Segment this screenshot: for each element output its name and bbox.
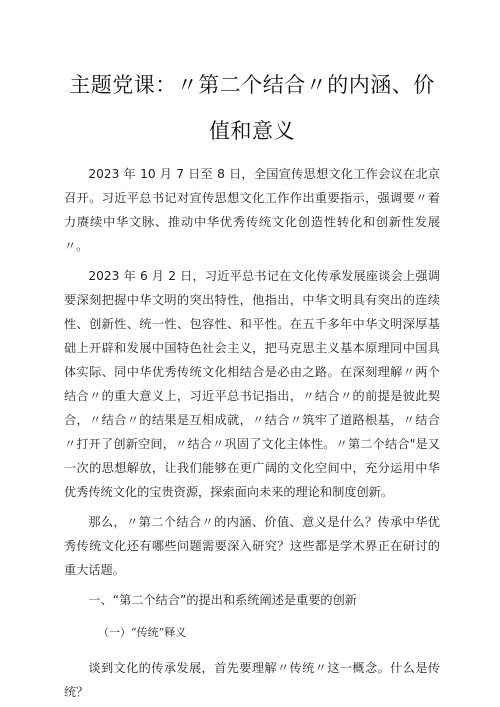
section-heading-1: 一、“第二个结合”的提出和系统阐述是重要的创新 bbox=[88, 593, 357, 607]
title-line-2: 值和意义 bbox=[209, 119, 295, 143]
paragraph-conference: 2023 年 10 月 7 日至 8 日，全国宣传思想文化工作会议在北京召开。习近平总书记对宣传思想文化工作作出重要指示，强调要〃着力赓续中华文脉、推动中华优秀传统文化创造性转化和创新性发展〃。 bbox=[64, 167, 440, 253]
subsection-heading-1: （一）“传统”释义 bbox=[98, 626, 187, 639]
paragraph-symposium: 2023 年 6 月 2 日，习近平总书记在文化传承发展座谈会上强调要深刻把握中华文明的突出特性，他指出，中华文明具有突出的连续性、创新性、统一性、包容性、和平性。在五千多年中华文明深厚基础上开辟和发展中国特色社会主义，把马克思主义基本原理同中国具体实际、同中华优秀传统文化相结合是必由之路。在深刻理解〃两个结合〃的重大意义上，习近平总书记指出，〃结合〃的前提是彼此契合，〃结合〃的结果是互相成就，〃结合〃筑牢了道路根基，〃结合〃打开了创新空间，〃结合〃巩固了文化主体性。〃第二个结合"是又一次的思想解放，让我们能够在更广阔的文化空间中，充分运用中华优秀传统文化的宝贵资源，探索面向未来的理论和制度创新。 bbox=[64, 269, 440, 499]
title-line-1: 主题党课：〃第二个结合〃的内涵、价 bbox=[69, 73, 435, 97]
paragraph-questions: 那么，〃第二个结合〃的内涵、价值、意义是什么？传承中华优秀传统文化还有哪些问题需要深入研究？这些都是学术界正在研讨的重大话题。 bbox=[64, 515, 440, 577]
document-title bbox=[64, 62, 440, 154]
paragraph-tradition: 谈到文化的传承发展，首先要理解〃传统〃这一概念。什么是传统？ bbox=[64, 661, 440, 699]
